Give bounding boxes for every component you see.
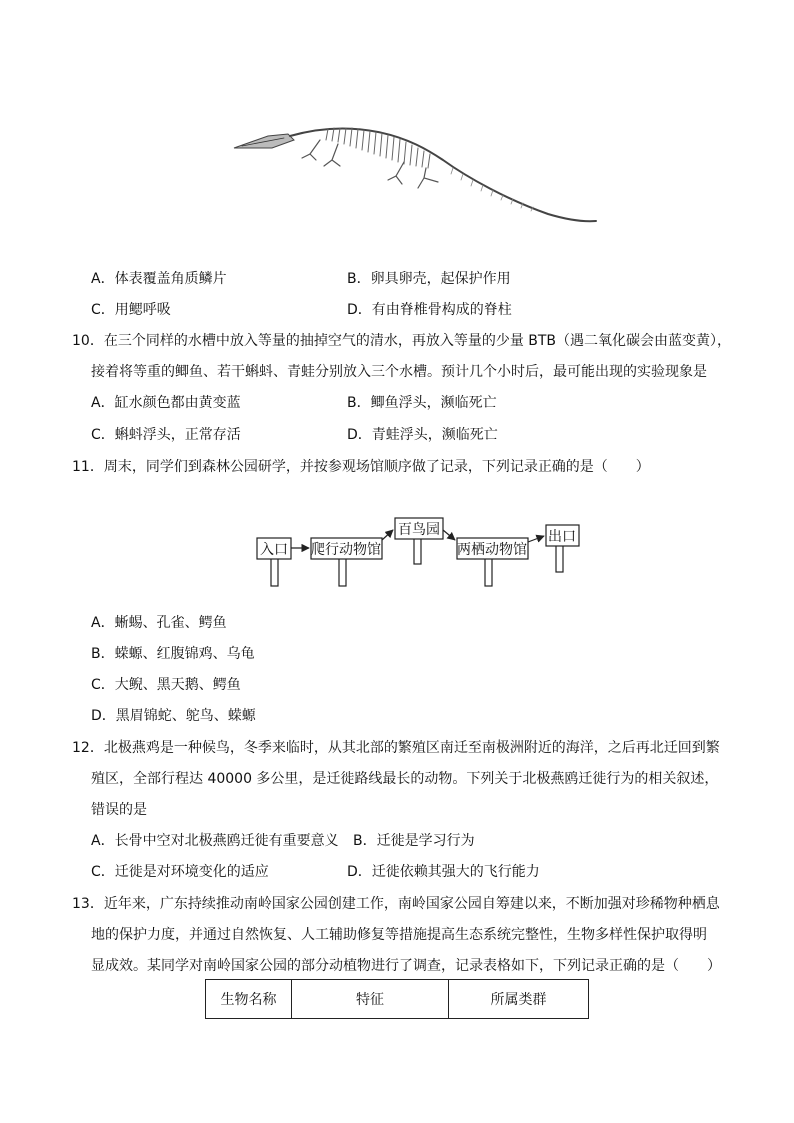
q10-option-c: C．蝌蚪浮头，正常存活	[91, 427, 241, 443]
q11-stem: 11．周末，同学们到森林公园研学，并按参观场馆顺序做了记录，下列记录正确的是（ ）	[72, 459, 650, 475]
sign-entrance	[257, 538, 291, 559]
q13-stem-line1: 13．近年来，广东持续推动南岭国家公园创建工作，南岭国家公园自筹建以来，不断加强对珍稀物种栖息	[72, 896, 720, 912]
q10-option-d: D．青蛙浮头，濒临死亡	[347, 427, 498, 443]
q13-stem-line2: 地的保护力度，并通过自然恢复、人工辅助修复等措施提高生态系统完整性，生物多样性保护取得明	[91, 927, 707, 943]
svg-text:入口: 入口	[260, 542, 288, 558]
q13-stem-line3: 显成效。某同学对南岭国家公园的部分动植物进行了调查，记录表格如下，下列记录正确的是（ ）	[91, 958, 721, 974]
q9-option-b: B．卵具卵壳，起保护作用	[347, 271, 511, 287]
q12-option-c: C．迁徙是对环境变化的适应	[91, 864, 269, 880]
q11-option-d: D．黑眉锦蛇、鸵鸟、蝾螈	[91, 708, 256, 724]
q10-stem-line2: 接着将等重的鲫鱼、若干蝌蚪、青蛙分别放入三个水槽。预计几个小时后，最可能出现的实验现象是	[91, 364, 707, 380]
table-header-row	[206, 980, 589, 1019]
q11-option-b: B．蝾螈、红腹锦鸡、乌龟	[91, 646, 255, 662]
q12-stem-line1: 12．北极燕鸡是一种候鸟，冬季来临时，从其北部的繁殖区南迁至南极洲附近的海洋，之后再北迁回到繁	[72, 740, 720, 756]
arrow-3	[443, 530, 455, 540]
q12-stem-line3: 错误的是	[91, 802, 147, 818]
table-header-cell: 生物名称	[206, 980, 292, 1019]
svg-text:出口: 出口	[548, 529, 576, 545]
q12-option-a: A．长骨中空对北极燕鸥迁徙有重要意义	[91, 833, 339, 849]
q9-option-c: C．用鳃呼吸	[91, 302, 171, 318]
fossil-skeleton-image	[228, 118, 600, 228]
svg-text:两栖动物馆: 两栖动物馆	[457, 542, 527, 558]
q11-option-a: A．蜥蜴、孔雀、鳄鱼	[91, 615, 227, 631]
svg-text:爬行动物馆: 爬行动物馆	[311, 542, 381, 558]
q10-option-a: A．缸水颜色都由黄变蓝	[91, 395, 241, 411]
arrow-2	[382, 530, 393, 540]
sign-amphibian-hall	[457, 538, 528, 559]
sign-exit	[546, 525, 579, 546]
q12-stem-line2: 殖区，全部行程达 40000 多公里，是迁徙路线最长的动物。下列关于北极燕鸥迁徙行为的相关叙述，	[91, 771, 719, 787]
table-header-cell: 所属类群	[449, 980, 589, 1019]
sign-bird-garden	[395, 518, 443, 539]
svg-text:百鸟园: 百鸟园	[398, 522, 440, 538]
sign-reptile-hall	[311, 538, 382, 559]
q11-option-c: C．大鲵、黑天鹅、鳄鱼	[91, 677, 241, 693]
q10-stem-line1: 10．在三个同样的水槽中放入等量的抽掉空气的清水，再放入等量的少量 BTB（遇二氧化碳会由蓝变黄），	[72, 333, 732, 349]
survey-record-table	[205, 979, 589, 1019]
table-header-cell: 特征	[292, 980, 449, 1019]
q9-option-a: A．体表覆盖角质鳞片	[91, 271, 227, 287]
q10-option-b: B．鲫鱼浮头，濒临死亡	[347, 395, 497, 411]
q12-option-b: B．迁徙是学习行为	[353, 833, 475, 849]
arrow-4	[528, 536, 544, 542]
q12-option-d: D．迁徙依赖其强大的飞行能力	[347, 864, 540, 880]
visit-route-diagram	[250, 510, 590, 592]
q9-option-d: D．有由脊椎骨构成的脊柱	[347, 302, 512, 318]
